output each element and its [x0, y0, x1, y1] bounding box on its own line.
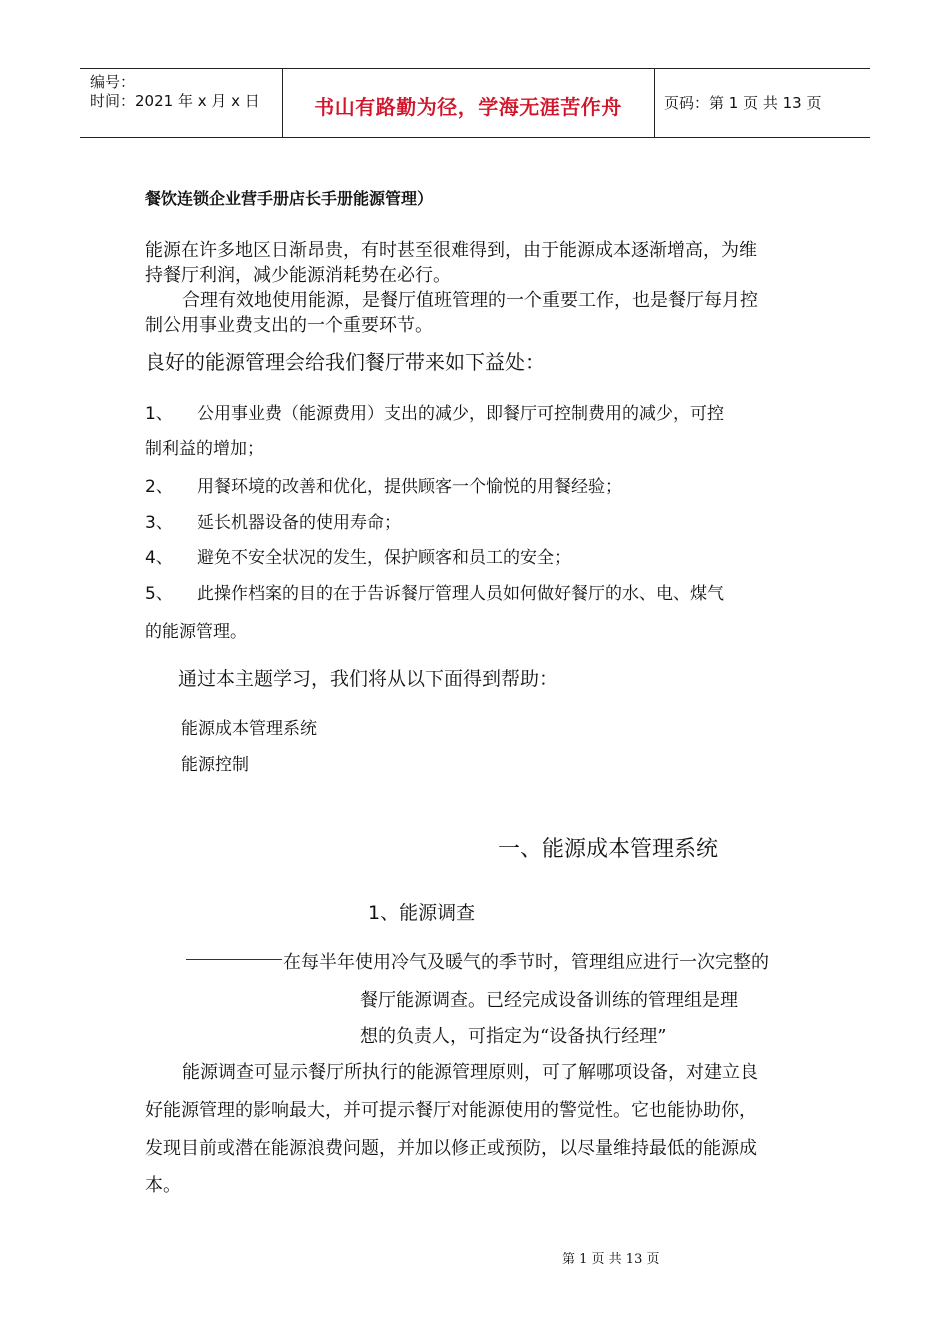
body-line-4: 本。: [145, 1175, 181, 1196]
benefit-number: 4、: [145, 548, 173, 568]
help-item: 能源成本管理系统: [181, 719, 317, 739]
benefit-number: 3、: [145, 513, 173, 533]
body-line-3: 发现目前或潜在能源浪费问题，并加以修正或预防，以尽量维持最低的能源成: [145, 1138, 757, 1159]
survey-line-1: 在每半年使用冷气及暖气的季节时，管理组应进行一次完整的: [283, 952, 769, 973]
help-item: 能源控制: [181, 755, 249, 775]
header-code-label: 编号：: [90, 73, 136, 91]
document-title: 餐饮连锁企业营手册店长手册能源管理）: [145, 189, 434, 208]
benefit-continuation: 的能源管理。: [145, 622, 247, 642]
benefit-text: 此操作档案的目的在于告诉餐厅管理人员如何做好餐厅的水、电、煤气: [197, 584, 724, 604]
benefit-number: 5、: [145, 584, 173, 604]
benefit-text: 用餐环境的改善和优化，提供顾客一个愉悦的用餐经验；: [197, 477, 622, 497]
footer-page-text: 第 1 页 共 13 页: [562, 1252, 660, 1267]
help-heading: 通过本主题学习，我们将从以下面得到帮助：: [178, 668, 559, 690]
benefit-item: [145, 543, 571, 568]
benefit-continuation: 制利益的增加；: [145, 439, 264, 459]
body-line-1: 能源调查可显示餐厅所执行的能源管理原则，可了解哪项设备，对建立良: [182, 1062, 758, 1083]
benefits-heading: 良好的能源管理会给我们餐厅带来如下益处：: [145, 350, 545, 374]
benefit-text: 延长机器设备的使用寿命；: [197, 513, 401, 533]
header-page-label: 页码：第 1 页 共 13 页: [664, 94, 822, 112]
intro-line-2: 持餐厅利润，减少能源消耗势在必行。: [145, 265, 451, 286]
header-time-label: 时间：2021 年 x 月 x 日: [90, 92, 260, 110]
body-line-2: 好能源管理的影响最大，并可提示餐厅对能源使用的警觉性。它也能协助你，: [145, 1100, 757, 1121]
header-table: [80, 68, 870, 138]
subsection-title: 1、能源调查: [368, 902, 476, 924]
header-divider-right: [654, 69, 655, 137]
benefit-item: [145, 399, 724, 424]
benefit-number: 2、: [145, 477, 173, 497]
benefit-text: 公用事业费（能源费用）支出的减少，即餐厅可控制费用的减少，可控: [197, 404, 724, 424]
survey-line-2: 餐厅能源调查。已经完成设备训练的管理组是理: [360, 990, 738, 1011]
intro-line-1: 能源在许多地区日渐昂贵，有时甚至很难得到，由于能源成本逐渐增高，为维: [145, 240, 757, 261]
section-title: 一、能源成本管理系统: [498, 837, 719, 862]
benefit-text: 避免不安全状况的发生，保护顾客和员工的安全；: [197, 548, 571, 568]
leading-dash-rule: [186, 959, 282, 960]
benefit-item: [145, 508, 401, 533]
survey-line-3: 想的负责人，可指定为“设备执行经理”: [360, 1026, 667, 1047]
header-motto: 书山有路勤为径，学海无涯苦作舟: [314, 95, 622, 119]
benefit-number: 1、: [145, 404, 173, 424]
benefit-item: [145, 579, 724, 604]
intro-line-3: 合理有效地使用能源，是餐厅值班管理的一个重要工作，也是餐厅每月控: [182, 290, 758, 311]
benefit-item: [145, 472, 622, 497]
intro-line-4: 制公用事业费支出的一个重要环节。: [145, 315, 433, 336]
